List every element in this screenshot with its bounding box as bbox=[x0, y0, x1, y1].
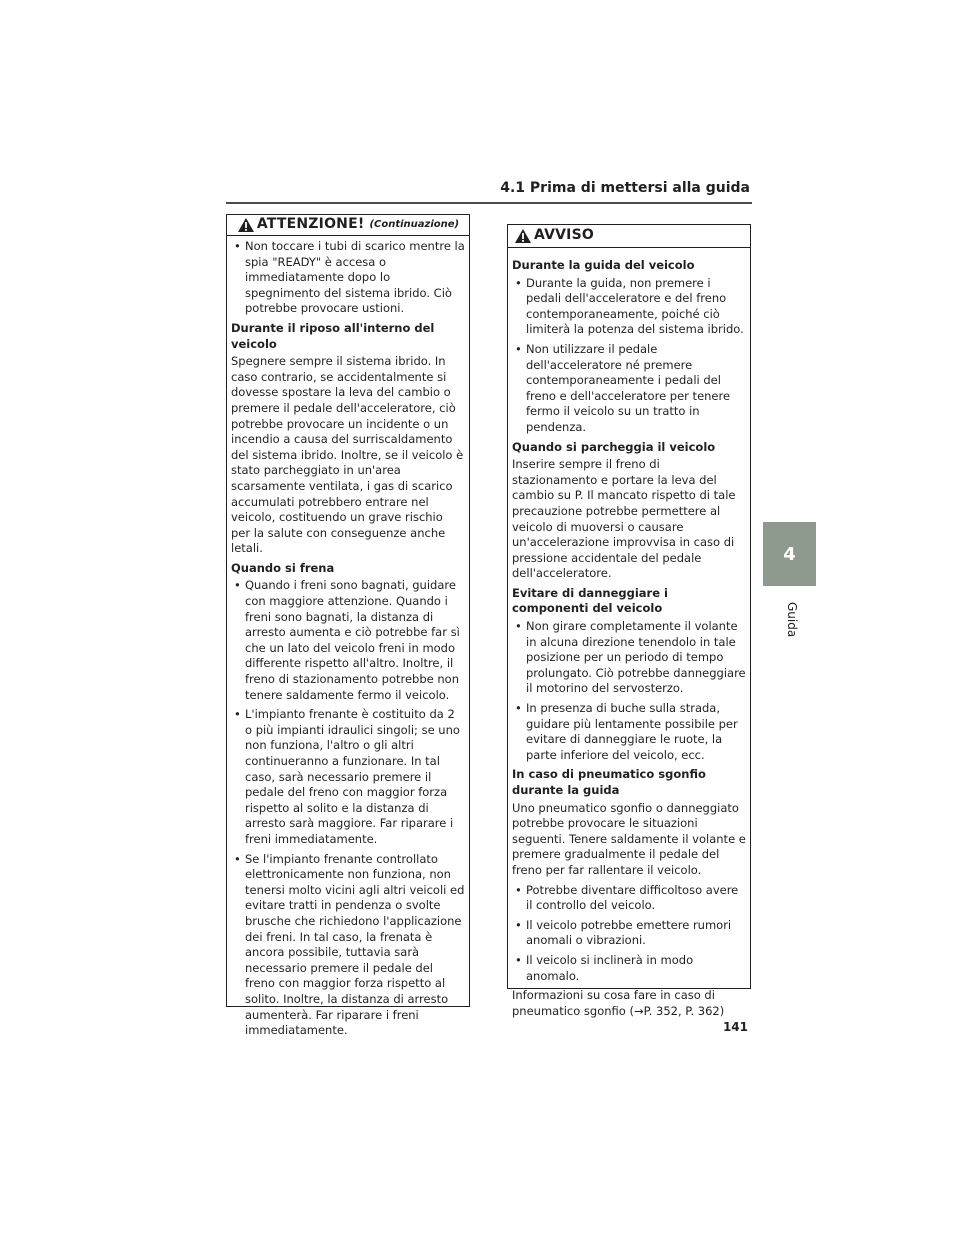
chapter-tab[interactable] bbox=[763, 522, 816, 586]
list-item: • Non utilizzare il pedale dell'acceleratore né premere contemporaneamente i pedali del freno e dell'acceleratore per tenere fermo il veicolo su un tratto in pendenza. bbox=[512, 342, 746, 436]
avviso-box bbox=[507, 224, 751, 1018]
page-reference[interactable]: Informazioni su cosa fare in caso di pneumatico sgonfio (→P. 352, P. 362) bbox=[512, 988, 725, 1018]
list-item: • Se l'impianto frenante controllato elettronicamente non funziona, non tenersi molto vicini agli altri veicoli ed evitare tratti in pendenza o svolte brusche che richiedono l'applicazione dei freni. In tal caso, la frenata è ancora possibile, tuttavia sarà necessario premere il pedale del freno con maggior forza rispetto al solito. Inoltre, la distanza di arresto aumenterà. Far riparare i freni immediatamente. bbox=[231, 852, 465, 1039]
attenzione-header bbox=[227, 215, 469, 236]
warning-icon bbox=[237, 217, 255, 233]
list-item: • Non girare completamente il volante in alcuna direzione tenendolo in tale posizione per un periodo di tempo prolungato. Ciò potrebbe danneggiare il motorino del servosterzo. bbox=[512, 619, 746, 697]
list-item: • Il veicolo potrebbe emettere rumori anomali o vibrazioni. bbox=[512, 918, 746, 949]
attenzione-box bbox=[226, 214, 470, 1038]
section-heading: In caso di pneumatico sgonfio durante la guida bbox=[512, 767, 706, 797]
list-item: • Non toccare i tubi di scarico mentre la spia "READY" è accesa o immediatamente dopo lo spegnimento del sistema ibrido. Ciò potrebbe provocare ustioni. bbox=[231, 239, 465, 317]
list-item: • Il veicolo si inclinerà in modo anomalo. bbox=[512, 953, 746, 984]
chapter-number: 4 bbox=[783, 543, 796, 565]
page-number: 141 bbox=[722, 1020, 748, 1034]
section-heading: Quando si frena bbox=[231, 560, 335, 575]
list-item: • Durante la guida, non premere i pedali dell'acceleratore e del freno contemporaneamente, poiché ciò limiterà la potenza del sistema ibrido. bbox=[512, 276, 746, 338]
chapter-label: Guida bbox=[785, 602, 799, 638]
attenzione-title: ATTENZIONE! bbox=[256, 216, 365, 233]
attenzione-subtitle: (Continuazione) bbox=[369, 219, 460, 231]
section-heading: Evitare di danneggiare i componenti del veicolo bbox=[512, 585, 668, 616]
list-item: • In presenza di buche sulla strada, guidare più lentamente possibile per evitare di danneggiare le ruote, la parte inferiore del veicolo, ecc. bbox=[512, 701, 746, 763]
paragraph: Inserire sempre il freno di stazionamento e portare la leva del cambio su P. Il mancato rispetto di tale precauzione potrebbe permettere al veicolo di muoversi o causare un'accelerazione improvvisa in caso di pressione accidentale del pedale dell'acceleratore. bbox=[512, 457, 736, 581]
section-heading: Quando si parcheggia il veicolo bbox=[512, 439, 716, 454]
header-divider bbox=[226, 202, 752, 204]
section-heading: Durante la guida del veicolo bbox=[512, 258, 695, 272]
list-item: • Potrebbe diventare difficoltoso avere il controllo del veicolo. bbox=[512, 883, 746, 914]
avviso-header bbox=[508, 225, 750, 248]
paragraph: Uno pneumatico sgonfio o danneggiato potrebbe provocare le situazioni seguenti. Tenere saldamente il volante e premere gradualmente il pedale del freno per far rallentare il veicolo. bbox=[512, 800, 746, 877]
paragraph: Spegnere sempre il sistema ibrido. In caso contrario, se accidentalmente si dovesse spostare la leva del cambio o premere il pedale dell'acceleratore, ciò potrebbe provocare un incidente o un incendio a causa del surriscaldamento del sistema ibrido. Inoltre, se il veicolo è stato parcheggiato in un'area scarsamente ventilata, i gas di scarico accumulati potrebbero entrare nel veicolo, costituendo un grave rischio per la salute con conseguenze anche letali. bbox=[231, 354, 464, 556]
warning-icon bbox=[514, 228, 532, 244]
avviso-title: AVVISO bbox=[534, 227, 594, 244]
list-item: • L'impianto frenante è costituito da 2 o più impianti idraulici singoli; se uno non funziona, l'altro o gli altri continueranno a funzionare. In tal caso, sarà necessario premere il pedale del freno con maggior forza rispetto al solito e la distanza di arresto sarà maggiore. Far riparare i freni immediatamente. bbox=[231, 707, 465, 847]
list-item: • Quando i freni sono bagnati, guidare con maggiore attenzione. Quando i freni sono bagnati, la distanza di arresto aumenta e ciò potrebbe far sì che un lato del veicolo freni in modo differente rispetto all'altro. Inoltre, il freno di stazionamento potrebbe non tenere saldamente fermo il veicolo. bbox=[231, 578, 465, 703]
section-title: 4.1 Prima di mettersi alla guida bbox=[500, 180, 750, 196]
section-heading: Durante il riposo all'interno del veicolo bbox=[231, 320, 435, 351]
